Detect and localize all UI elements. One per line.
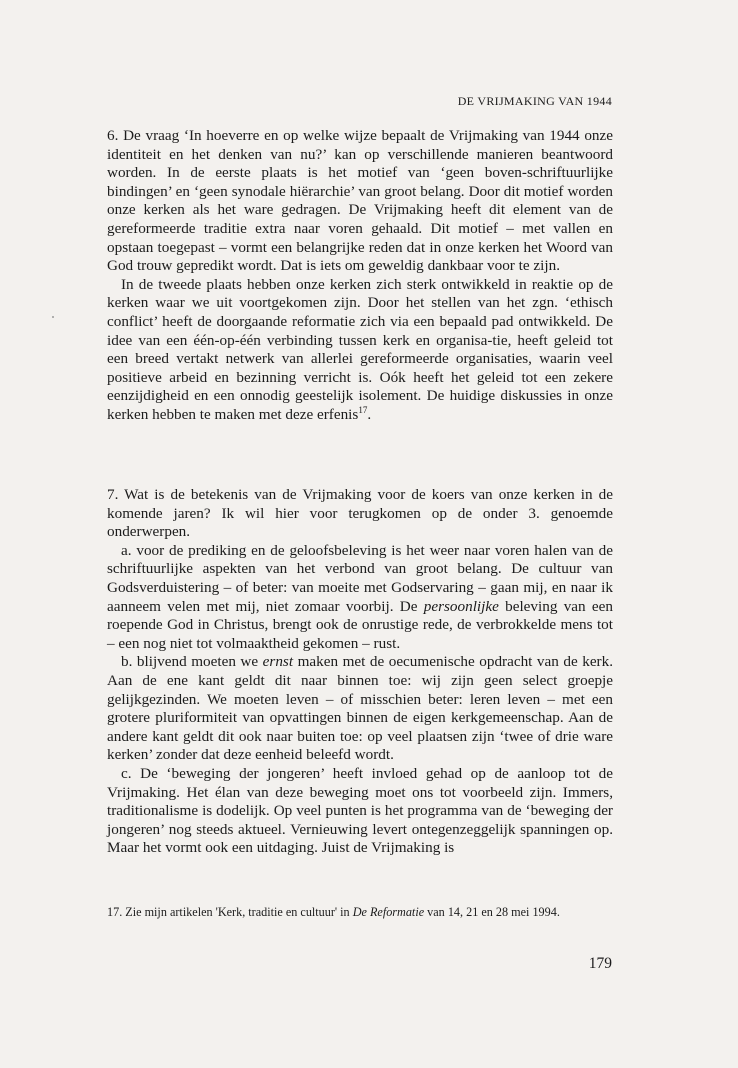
- section-6-paragraph-2-end: .: [367, 405, 372, 423]
- section-6-paragraph-2: [107, 276, 613, 425]
- margin-mark: [52, 316, 54, 318]
- section-6: [107, 127, 613, 425]
- section-7: [107, 486, 613, 858]
- section-7-point-a: [107, 542, 613, 654]
- running-head: DE VRIJMAKING VAN 1944: [457, 94, 612, 108]
- section-6-paragraph-2-text: In de tweede plaats hebben onze kerken zich sterk ontwikkeld in reaktie op de kerken waar we uit voortgekomen zijn. Door het stellen van het zgn. ‘ethisch conflict’ heeft de doorgaande reformatie zich via een bepaald pad ontwikkeld. De idee van een één-op-één verbinding tussen kerk en organisa-tie, heeft geleid tot een breed vertakt netwerk van allerlei gereformeerde organisaties, waarin veel positieve arbeid en bezinning verricht is. Oók heeft het geleid tot een zekere eenzijdigheid en een onnodig geestelijk isolement. De huidige diskussies in onze kerken hebben te maken met deze erfenis: [107, 275, 613, 423]
- section-7-point-b: [107, 653, 613, 765]
- point-a-text: a. voor de prediking en de geloofsbeleving is het weer naar voren halen van de schriftuurlijke aspekten van het verbond van groot belang. De cultuur van Godsverduistering – of beter: van moeite met Godservaring – gaan mij, en naar ik aanneem velen met mij, niet zomaar voorbij. De: [107, 541, 613, 615]
- point-b-text: b. blijvend moeten we: [121, 653, 263, 671]
- page-number: 179: [588, 955, 612, 972]
- point-b-text-end: maken met de oecumenische opdracht van de kerk. Aan de ene kant geldt dit naar binnen toe: wij zijn geen select groepje gelijkgezinden. We moeten leven – of misschien beter: leren leven – met een grotere pluriformiteit van opvattingen binnen de eigen kerkgemeenschap. Aan de andere kant geldt dit ook naar buiten toe: op veel plaatsen zijn ‘twee of drie ware kerken’ zonder dat deze eenheid beleefd wordt.: [107, 653, 614, 764]
- section-6-paragraph-1: 6. De vraag ‘In hoeverre en op welke wijze bepaalt de Vrijmaking van 1944 onze identiteit en het denken van nu?’ kan op verschillende manieren beantwoord worden. In de eerste plaats is het motief van ‘geen boven-schriftuurlijke bindingen’ en ‘geen synodale hiërarchie’ van groot belang. Door dit motief worden onze kerken als het ware gedragen. De Vrijmaking heeft dit element van de gereformeerde traditie extra naar voren gehaald. Dit motief – met vallen en opstaan toegepast – vormt een belangrijke reden dat in onze kerken het Woord van God trouw gepredikt wordt. Dat is iets om geweldig dankbaar voor te zijn.: [107, 127, 613, 275]
- point-b-emphasis: ernst: [262, 653, 294, 671]
- footnote-17: [107, 904, 613, 920]
- footnote-reference: 17: [358, 404, 368, 415]
- section-7-point-c: c. De ‘beweging der jongeren’ heeft invloed gehad op de aanloop tot de Vrijmaking. Het élan van deze beweging moet ons tot voorbeeld zijn. Immers, traditionalisme is dodelijk. Op veel punten is het programma van de ‘beweging der jongeren’ nog steeds aktueel. Vernieuwing levert ontegenzeggelijk spanningen op. Maar het vormt ook een uitdaging. Juist de Vrijmaking is: [107, 764, 613, 857]
- point-a-emphasis: persoonlijke: [423, 597, 499, 615]
- point-a-text-end: beleving van een roepende God in Christus, brengt ook de onrustige rede, de verbrokkelde mens tot – een nog niet tot volmaaktheid gekomen – rust.: [107, 597, 613, 652]
- footnote-text-end: van 14, 21 en 28 mei 1994.: [424, 905, 560, 919]
- footnote-text: 17. Zie mijn artikelen 'Kerk, traditie en cultuur' in: [107, 905, 353, 919]
- section-7-intro: 7. Wat is de betekenis van de Vrijmaking voor de koers van onze kerken in de komende jaren? Ik wil hier voor terugkomen op de onder 3. genoemde onderwerpen.: [107, 486, 613, 541]
- footnote-journal-title: De Reformatie: [352, 905, 425, 919]
